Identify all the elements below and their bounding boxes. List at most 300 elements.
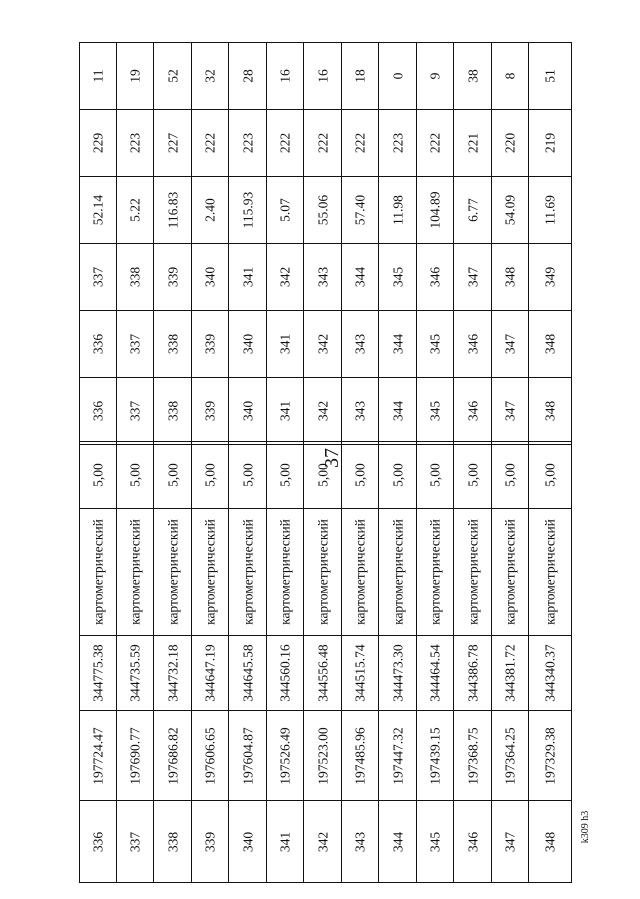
coordinate-cell — [417, 442, 454, 509]
coordinate-cell-text: 336 — [90, 831, 106, 852]
segment-cell-text: 346 — [464, 333, 480, 355]
segment-cell — [304, 110, 342, 177]
coordinate-cell — [154, 509, 192, 636]
coordinate-cell — [304, 509, 342, 636]
coordinate-cell-text: 5,00 — [502, 463, 518, 487]
coordinate-cell-text: 342 — [314, 831, 330, 852]
segment-cell-text: 344 — [389, 333, 405, 355]
coordinate-cell-text: 5,00 — [239, 463, 255, 487]
segment-cell — [529, 110, 572, 177]
segment-cell-text: 342 — [277, 266, 293, 288]
segment-cell — [454, 177, 492, 244]
segment-cell — [417, 378, 454, 445]
segment-cell-text: 337 — [90, 266, 106, 288]
segment-cell — [529, 311, 572, 378]
coordinate-cell-text: 344735.59 — [127, 644, 143, 702]
coordinate-cell-text: 344381.72 — [502, 644, 518, 702]
segment-cell-text: 51 — [542, 69, 558, 83]
coordinate-cell-text: 197686.82 — [164, 726, 180, 785]
segment-cell-text: 339 — [202, 333, 218, 355]
segment-cell — [492, 177, 529, 244]
segment-cell-text: 340 — [239, 333, 255, 355]
coordinate-cell — [267, 509, 304, 636]
segment-cell-text: 347 — [502, 333, 518, 355]
segment-cell-text: 116.83 — [164, 191, 180, 229]
segment-cell-text: 346 — [464, 400, 480, 422]
coordinate-cell — [117, 442, 154, 509]
segments-table — [79, 42, 572, 445]
segment-cell — [492, 244, 529, 311]
coordinate-cell-text: 5,00 — [389, 463, 405, 487]
segment-cell-text: 223 — [127, 132, 143, 154]
segment-cell — [154, 311, 192, 378]
segment-cell — [267, 43, 304, 110]
segment-cell-text: 16 — [314, 69, 330, 83]
segment-cell-text: 11.69 — [542, 195, 558, 225]
segment-cell — [304, 177, 342, 244]
segment-cell-text: 222 — [314, 132, 330, 154]
coordinate-cell — [192, 442, 229, 509]
coordinate-cell-text: 197447.32 — [389, 726, 405, 785]
segment-cell-text: 339 — [202, 400, 218, 422]
segment-cell — [192, 244, 229, 311]
coordinate-cell-text: 345 — [427, 831, 443, 852]
segment-cell — [454, 311, 492, 378]
segment-cell — [229, 110, 267, 177]
segment-cell — [117, 378, 154, 445]
coordinate-cell — [80, 636, 117, 711]
coordinate-cell-text: 5,00 — [427, 463, 443, 487]
segment-cell-text: 337 — [127, 333, 143, 355]
segment-cell-text: 220 — [502, 132, 518, 154]
coordinate-cell-text: картометрический — [502, 519, 518, 625]
segment-cell — [342, 311, 379, 378]
coordinate-cell — [529, 801, 572, 883]
segment-cell — [229, 43, 267, 110]
segment-field-row — [80, 244, 572, 311]
coordinate-cell — [379, 509, 417, 636]
coordinate-cell-text: 344515.74 — [352, 644, 368, 702]
segment-field-row — [80, 311, 572, 378]
segment-cell — [417, 43, 454, 110]
coordinate-cell — [492, 636, 529, 711]
coordinate-cell — [192, 711, 229, 801]
segment-cell-text: 338 — [164, 400, 180, 422]
coordinate-cell — [229, 636, 267, 711]
segment-cell-text: 104.89 — [427, 191, 443, 229]
segment-cell — [267, 378, 304, 445]
coordinate-cell — [229, 801, 267, 883]
coordinate-cell — [342, 509, 379, 636]
segment-cell — [342, 244, 379, 311]
segment-cell-text: 348 — [502, 266, 518, 288]
coordinate-cell-text: 197606.65 — [202, 726, 218, 785]
segment-cell-text: 222 — [277, 132, 293, 154]
coordinate-cell — [454, 636, 492, 711]
segment-cell — [192, 177, 229, 244]
coordinate-cell — [117, 711, 154, 801]
segment-cell — [529, 244, 572, 311]
segment-cell-text: 19 — [127, 69, 143, 83]
coordinate-cell-text: картометрический — [314, 519, 330, 625]
coordinate-cell — [417, 801, 454, 883]
coordinate-cell-text: 343 — [352, 831, 368, 852]
segment-cell-text: 337 — [127, 400, 143, 422]
coordinate-cell — [267, 636, 304, 711]
segment-cell-text: 38 — [464, 69, 480, 83]
segment-cell-text: 341 — [277, 400, 293, 422]
segment-cell-text: 339 — [164, 266, 180, 288]
coordinate-cell-text: 197329.38 — [542, 726, 558, 785]
coordinate-cell — [379, 801, 417, 883]
segment-cell-text: 32 — [202, 69, 218, 83]
page-number: 37 — [320, 448, 343, 468]
segment-cell — [379, 311, 417, 378]
coordinate-cell-text: 197604.87 — [239, 726, 255, 785]
segment-cell-text: 343 — [352, 400, 368, 422]
coordinate-cell-text: 338 — [164, 831, 180, 852]
segment-cell — [417, 177, 454, 244]
segment-cell — [154, 177, 192, 244]
coordinate-cell — [492, 801, 529, 883]
coordinate-cell — [417, 711, 454, 801]
segment-cell-text: 54.09 — [502, 194, 518, 226]
segment-cell — [267, 244, 304, 311]
coordinate-cell-text: 197523.00 — [314, 726, 330, 785]
coordinate-cell-text: 344560.16 — [277, 644, 293, 702]
segment-cell — [154, 244, 192, 311]
coordinate-field-row — [80, 442, 572, 509]
segment-cell-text: 221 — [464, 132, 480, 154]
segment-cell — [117, 110, 154, 177]
coordinate-cell — [529, 636, 572, 711]
segment-cell-text: 348 — [542, 333, 558, 355]
coordinate-cell — [454, 442, 492, 509]
coordinate-cell-text: 197485.96 — [352, 726, 368, 785]
segment-cell-text: 344 — [352, 266, 368, 288]
segment-cell — [417, 311, 454, 378]
coordinate-cell-text: 197364.25 — [502, 726, 518, 785]
coordinate-cell — [342, 636, 379, 711]
segment-cell — [117, 43, 154, 110]
segment-cell-text: 55.06 — [314, 194, 330, 226]
segment-cell-text: 345 — [427, 333, 443, 355]
segment-cell — [304, 43, 342, 110]
segment-cell — [192, 378, 229, 445]
segment-cell — [454, 110, 492, 177]
segment-cell-text: 18 — [352, 69, 368, 83]
coordinate-cell — [304, 801, 342, 883]
coordinate-cell-text: 344473.30 — [389, 644, 405, 702]
segment-cell — [192, 43, 229, 110]
segment-cell — [379, 378, 417, 445]
coordinate-cell-text: 344775.38 — [90, 644, 106, 702]
segment-field-row — [80, 110, 572, 177]
segment-cell-text: 341 — [277, 333, 293, 355]
coordinate-cell-text: картометрический — [389, 519, 405, 625]
coordinate-cell — [304, 636, 342, 711]
coordinate-cell-text: 337 — [127, 831, 143, 852]
coordinate-cell-text: 344556.48 — [314, 644, 330, 702]
coordinate-cell — [154, 636, 192, 711]
coordinate-cell — [342, 801, 379, 883]
segment-cell-text: 345 — [427, 400, 443, 422]
segment-cell — [379, 43, 417, 110]
coordinate-cell — [267, 442, 304, 509]
coordinate-cell — [192, 801, 229, 883]
coordinate-cell-text: картометрический — [90, 519, 106, 625]
coordinates-table — [79, 441, 572, 883]
coordinate-cell — [267, 711, 304, 801]
segment-cell — [117, 244, 154, 311]
coordinate-cell — [267, 801, 304, 883]
segment-cell — [379, 177, 417, 244]
segment-cell — [304, 311, 342, 378]
coordinate-cell — [492, 711, 529, 801]
segment-cell — [454, 244, 492, 311]
coordinate-cell-text: 197439.15 — [427, 726, 443, 785]
segment-cell-text: 343 — [352, 333, 368, 355]
coordinate-cell-text: 348 — [542, 831, 558, 852]
coordinate-cell — [529, 442, 572, 509]
coordinate-field-row — [80, 636, 572, 711]
segment-cell-text: 0 — [389, 72, 405, 80]
segment-cell-text: 223 — [239, 132, 255, 154]
segment-cell-text: 11.98 — [389, 195, 405, 225]
coordinate-cell — [80, 711, 117, 801]
segment-cell-text: 2.40 — [202, 198, 218, 222]
coordinate-cell — [454, 801, 492, 883]
segment-cell — [80, 43, 117, 110]
segment-cell — [454, 378, 492, 445]
segment-cell — [492, 43, 529, 110]
coordinate-cell — [192, 636, 229, 711]
coordinate-cell — [117, 801, 154, 883]
coordinate-cell — [154, 801, 192, 883]
coordinate-cell — [529, 711, 572, 801]
segment-cell — [229, 244, 267, 311]
segment-field-row — [80, 43, 572, 110]
coordinate-cell-text: картометрический — [352, 519, 368, 625]
segment-cell-text: 336 — [90, 400, 106, 422]
segment-cell-text: 342 — [314, 333, 330, 355]
coordinate-cell-text: 5,00 — [90, 463, 106, 487]
coordinate-cell — [229, 442, 267, 509]
segment-cell-text: 345 — [389, 266, 405, 288]
segment-cell-text: 222 — [427, 132, 443, 154]
segment-cell — [117, 177, 154, 244]
segment-cell-text: 57.40 — [352, 194, 368, 226]
segment-cell — [229, 378, 267, 445]
segment-cell-text: 222 — [202, 132, 218, 154]
coordinate-cell — [379, 711, 417, 801]
coordinate-cell-text: 344 — [389, 831, 405, 852]
coordinate-field-row — [80, 711, 572, 801]
segment-cell — [154, 43, 192, 110]
segment-cell-text: 52 — [164, 69, 180, 83]
segment-cell-text: 348 — [542, 400, 558, 422]
segment-cell — [379, 110, 417, 177]
segment-cell — [342, 378, 379, 445]
coordinate-cell-text: 5,00 — [352, 463, 368, 487]
coordinate-cell — [454, 509, 492, 636]
coordinate-cell-text: 344340.37 — [542, 644, 558, 702]
segment-cell-text: 349 — [542, 266, 558, 288]
segment-cell — [267, 311, 304, 378]
coordinate-cell — [379, 636, 417, 711]
segment-cell-text: 6.77 — [464, 198, 480, 222]
segment-cell — [342, 110, 379, 177]
coordinate-cell — [304, 442, 342, 509]
segment-cell-text: 342 — [314, 400, 330, 422]
segment-cell-text: 223 — [389, 132, 405, 154]
segment-cell-text: 340 — [202, 266, 218, 288]
segment-cell — [492, 378, 529, 445]
coordinate-cell-text: картометрический — [277, 519, 293, 625]
segment-cell — [80, 110, 117, 177]
segment-cell — [192, 311, 229, 378]
segment-cell — [154, 110, 192, 177]
segment-cell-text: 219 — [542, 132, 558, 154]
segment-cell — [417, 244, 454, 311]
coordinate-cell — [80, 801, 117, 883]
coordinate-cell — [379, 442, 417, 509]
coordinate-cell-text: 346 — [464, 831, 480, 852]
segment-cell — [80, 378, 117, 445]
segment-cell-text: 5.22 — [127, 198, 143, 222]
coordinate-cell-text: 5,00 — [127, 463, 143, 487]
document-code: k309 h3 — [579, 810, 591, 844]
coordinate-cell — [80, 442, 117, 509]
coordinate-cell — [417, 636, 454, 711]
coordinate-cell — [492, 509, 529, 636]
coordinate-field-row — [80, 801, 572, 883]
segment-cell — [492, 311, 529, 378]
coordinate-cell — [192, 509, 229, 636]
coordinate-cell-text: 197526.49 — [277, 726, 293, 785]
coordinate-cell-text: 344645.58 — [239, 644, 255, 702]
segment-cell-text: 344 — [389, 400, 405, 422]
segment-cell — [80, 244, 117, 311]
segment-cell — [192, 110, 229, 177]
coordinate-cell — [229, 711, 267, 801]
segment-field-row — [80, 177, 572, 244]
coordinate-cell-text: 344732.18 — [164, 644, 180, 702]
coordinate-cell-text: картометрический — [127, 519, 143, 625]
coordinate-cell — [342, 442, 379, 509]
segment-cell-text: 28 — [239, 69, 255, 83]
coordinate-cell — [80, 509, 117, 636]
segment-cell-text: 5.07 — [277, 198, 293, 222]
coordinate-cell — [529, 509, 572, 636]
segment-cell — [154, 378, 192, 445]
coordinate-field-row — [80, 509, 572, 636]
segment-cell — [229, 311, 267, 378]
coordinate-cell — [342, 711, 379, 801]
coordinate-cell-text: 339 — [202, 831, 218, 852]
segment-cell-text: 52.14 — [90, 194, 106, 226]
segment-cell-text: 227 — [164, 132, 180, 154]
segment-cell — [117, 311, 154, 378]
segment-cell-text: 9 — [427, 72, 443, 80]
segment-cell — [342, 177, 379, 244]
segment-cell — [417, 110, 454, 177]
segment-cell — [492, 110, 529, 177]
coordinate-cell-text: 341 — [277, 831, 293, 852]
segment-cell — [267, 177, 304, 244]
segment-cell — [267, 110, 304, 177]
segment-cell-text: 347 — [464, 266, 480, 288]
coordinate-cell-text: 5,00 — [202, 463, 218, 487]
coordinate-cell — [454, 711, 492, 801]
segment-cell — [529, 177, 572, 244]
segment-cell-text: 229 — [90, 132, 106, 154]
coordinate-cell-text: 197724.47 — [90, 726, 106, 785]
segment-cell-text: 340 — [239, 400, 255, 422]
coordinate-cell-text: 5,00 — [464, 463, 480, 487]
segment-cell — [379, 244, 417, 311]
segment-cell — [229, 177, 267, 244]
coordinate-cell-text: картометрический — [202, 519, 218, 625]
coordinate-cell-text: 5,00 — [164, 463, 180, 487]
segment-cell-text: 8 — [502, 72, 518, 80]
coordinate-cell-text: картометрический — [427, 519, 443, 625]
coordinate-cell-text: 5,00 — [542, 463, 558, 487]
segment-cell-text: 11 — [90, 69, 106, 83]
coordinate-cell — [154, 711, 192, 801]
segment-cell — [80, 311, 117, 378]
coordinate-cell-text: 5,00 — [277, 463, 293, 487]
segment-field-row — [80, 378, 572, 445]
segment-cell-text: 336 — [90, 333, 106, 355]
segment-cell — [304, 378, 342, 445]
coordinate-cell-text: 197368.75 — [464, 726, 480, 785]
segment-cell — [80, 177, 117, 244]
coordinate-cell-text: 197690.77 — [127, 726, 143, 785]
segment-cell-text: 347 — [502, 400, 518, 422]
coordinate-cell-text: 344386.78 — [464, 644, 480, 702]
coordinate-cell — [492, 442, 529, 509]
segment-cell — [304, 244, 342, 311]
coordinate-cell-text: 5,00 — [314, 463, 330, 487]
segment-cell — [529, 378, 572, 445]
coordinate-cell-text: картометрический — [464, 519, 480, 625]
coordinate-cell — [154, 442, 192, 509]
coordinate-cell — [304, 711, 342, 801]
coordinate-cell — [117, 509, 154, 636]
coordinate-cell — [117, 636, 154, 711]
segment-cell-text: 343 — [314, 266, 330, 288]
segment-cell-text: 222 — [352, 132, 368, 154]
segment-cell — [529, 43, 572, 110]
segment-cell — [342, 43, 379, 110]
segment-cell-text: 338 — [127, 266, 143, 288]
coordinate-cell-text: картометрический — [542, 519, 558, 625]
coordinate-cell-text: 344647.19 — [202, 644, 218, 702]
coordinate-cell-text: картометрический — [164, 519, 180, 625]
segment-cell-text: 115.93 — [239, 191, 255, 229]
segment-cell-text: 341 — [239, 266, 255, 288]
coordinate-cell-text: 347 — [502, 831, 518, 852]
coordinate-cell — [417, 509, 454, 636]
coordinate-cell-text: картометрический — [239, 519, 255, 625]
segment-cell-text: 346 — [427, 266, 443, 288]
segment-cell-text: 338 — [164, 333, 180, 355]
segment-cell-text: 16 — [277, 69, 293, 83]
coordinate-cell-text: 340 — [239, 831, 255, 852]
segment-cell — [454, 43, 492, 110]
coordinate-cell-text: 344464.54 — [427, 644, 443, 702]
